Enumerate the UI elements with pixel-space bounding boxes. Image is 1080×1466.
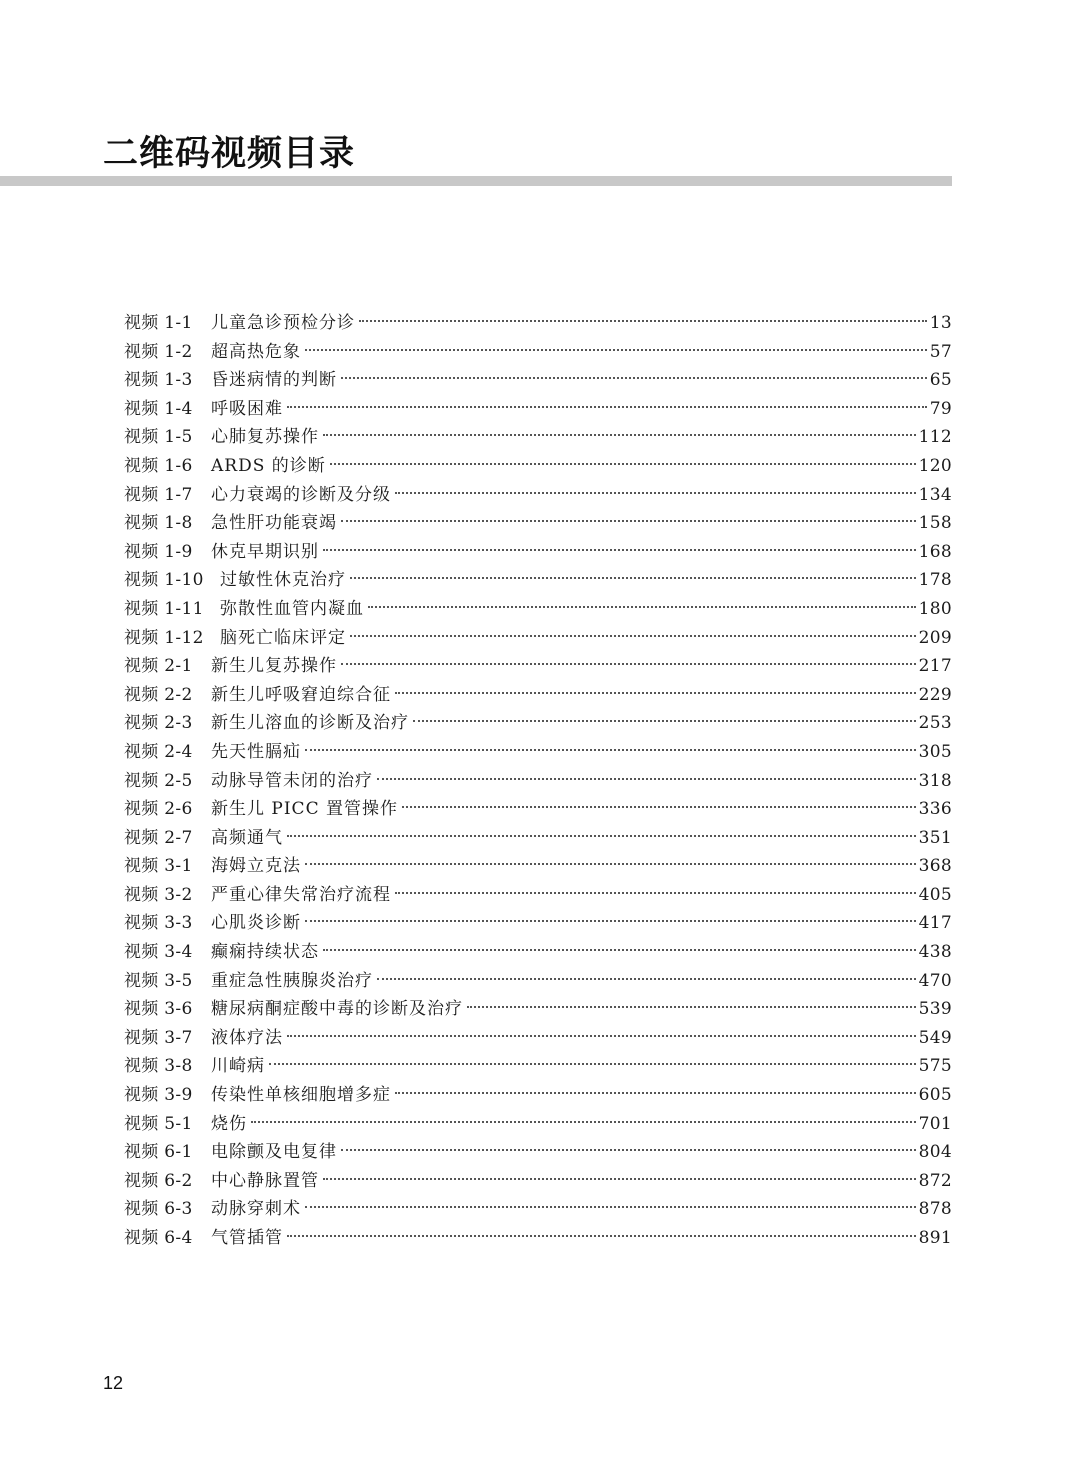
toc-entry-page: 368 bbox=[918, 856, 952, 877]
toc-entry[interactable] bbox=[124, 595, 952, 624]
toc-entry-title: 新生儿溶血的诊断及治疗 bbox=[211, 713, 409, 734]
toc-entry[interactable] bbox=[124, 852, 952, 881]
toc-entry[interactable] bbox=[124, 1024, 952, 1053]
toc-entry-title: 川崎病 bbox=[211, 1056, 265, 1077]
toc-entry-page: 405 bbox=[918, 884, 952, 905]
toc-entry-code: 视频 1-3 bbox=[124, 370, 193, 391]
toc-entry[interactable] bbox=[124, 795, 952, 824]
toc-entry-title: 昏迷病情的判断 bbox=[211, 370, 337, 391]
toc-entry-title: ARDS 的诊断 bbox=[211, 455, 326, 476]
toc-entry[interactable] bbox=[124, 767, 952, 796]
toc-entry[interactable] bbox=[124, 967, 952, 996]
toc-entry-page: 178 bbox=[918, 570, 952, 591]
toc-entry[interactable] bbox=[124, 452, 952, 481]
toc-entry-code: 视频 3-6 bbox=[124, 999, 193, 1020]
toc-entry-page: 65 bbox=[929, 370, 952, 391]
toc-entry-code: 视频 3-1 bbox=[124, 856, 193, 877]
toc-dot-leader bbox=[341, 377, 927, 379]
toc-dot-leader bbox=[287, 406, 927, 408]
toc-entry[interactable] bbox=[124, 366, 952, 395]
toc-entry-page: 13 bbox=[929, 313, 952, 333]
toc-entry-title: 心肌炎诊断 bbox=[211, 913, 301, 934]
toc-dot-leader bbox=[341, 663, 916, 665]
toc-entry-page: 209 bbox=[918, 627, 952, 648]
page-number: 12 bbox=[103, 1373, 124, 1393]
toc-entry[interactable] bbox=[124, 338, 952, 367]
toc-dot-leader bbox=[395, 492, 916, 494]
toc-entry-code: 视频 1-1 bbox=[124, 313, 193, 333]
toc-entry-title: 过敏性休克治疗 bbox=[220, 570, 346, 591]
toc-dot-leader bbox=[350, 577, 916, 579]
toc-entry-code: 视频 2-2 bbox=[124, 684, 193, 705]
toc-entry-code: 视频 3-9 bbox=[124, 1085, 193, 1106]
toc-entry[interactable] bbox=[124, 423, 952, 452]
toc-entry-code: 视频 1-8 bbox=[124, 513, 193, 534]
toc-entry-page: 417 bbox=[918, 913, 952, 934]
toc-entry-code: 视频 3-2 bbox=[124, 884, 193, 905]
toc-dot-leader bbox=[377, 778, 916, 780]
toc-entry-code: 视频 6-1 bbox=[124, 1142, 193, 1163]
toc-entry[interactable] bbox=[124, 1138, 952, 1167]
toc-entry-page: 549 bbox=[918, 1027, 952, 1048]
toc-entry[interactable] bbox=[124, 709, 952, 738]
toc-entry[interactable] bbox=[124, 738, 952, 767]
toc-entry-title: 急性肝功能衰竭 bbox=[211, 513, 337, 534]
toc-entry-code: 视频 1-6 bbox=[124, 455, 193, 476]
toc-entry-title: 先天性膈疝 bbox=[211, 741, 301, 762]
toc-entry[interactable] bbox=[124, 938, 952, 967]
toc-dot-leader bbox=[341, 520, 916, 522]
toc-entry[interactable] bbox=[124, 481, 952, 510]
toc-entry-page: 336 bbox=[918, 799, 952, 820]
toc-entry-page: 229 bbox=[918, 684, 952, 705]
toc-entry[interactable] bbox=[124, 995, 952, 1024]
toc-entry-code: 视频 2-7 bbox=[124, 827, 193, 848]
toc-entry-page: 305 bbox=[918, 741, 952, 762]
toc-entry-code: 视频 6-4 bbox=[124, 1228, 193, 1248]
toc-dot-leader bbox=[287, 1235, 916, 1237]
toc-entry-page: 79 bbox=[929, 398, 952, 419]
toc-entry[interactable] bbox=[124, 1224, 952, 1253]
toc-entry[interactable] bbox=[124, 309, 952, 338]
toc-entry[interactable] bbox=[124, 1195, 952, 1224]
toc-dot-leader bbox=[467, 1006, 916, 1008]
toc-entry-page: 470 bbox=[918, 970, 952, 991]
toc-entry-title: 新生儿 PICC 置管操作 bbox=[211, 799, 398, 820]
toc-entry[interactable] bbox=[124, 566, 952, 595]
toc-entry-page: 804 bbox=[918, 1142, 952, 1163]
toc-entry[interactable] bbox=[124, 624, 952, 653]
toc-entry-code: 视频 6-3 bbox=[124, 1199, 193, 1220]
toc-entry-page: 575 bbox=[918, 1056, 952, 1077]
toc-entry-title: 中心静脉置管 bbox=[211, 1170, 319, 1191]
toc-dot-leader bbox=[330, 463, 916, 465]
toc-dot-leader bbox=[395, 692, 916, 694]
toc-entry-code: 视频 5-1 bbox=[124, 1113, 193, 1134]
toc-entry-title: 重症急性胰腺炎治疗 bbox=[211, 970, 373, 991]
toc-dot-leader bbox=[323, 434, 916, 436]
toc-entry-title: 心肺复苏操作 bbox=[211, 427, 319, 448]
toc-entry-code: 视频 1-5 bbox=[124, 427, 193, 448]
toc-entry-page: 878 bbox=[918, 1199, 952, 1220]
toc-entry-page: 539 bbox=[918, 999, 952, 1020]
toc-entry-code: 视频 2-5 bbox=[124, 770, 193, 791]
toc-entry-page: 112 bbox=[918, 427, 952, 448]
toc-entry-title: 新生儿复苏操作 bbox=[211, 656, 337, 677]
toc-entry-code: 视频 2-4 bbox=[124, 741, 193, 762]
toc-dot-leader bbox=[305, 1206, 916, 1208]
toc-dot-leader bbox=[305, 349, 927, 351]
toc-dot-leader bbox=[341, 1149, 916, 1151]
toc-entry[interactable] bbox=[124, 681, 952, 710]
toc-entry-code: 视频 3-7 bbox=[124, 1027, 193, 1048]
toc-entry-title: 超高热危象 bbox=[211, 341, 301, 362]
toc-dot-leader bbox=[377, 978, 916, 980]
toc-entry-title: 动脉穿刺术 bbox=[211, 1199, 301, 1220]
toc-entry-page: 168 bbox=[918, 541, 952, 562]
toc-entry-page: 180 bbox=[918, 598, 952, 619]
toc-entry[interactable] bbox=[124, 1052, 952, 1081]
toc-entry-page: 701 bbox=[918, 1113, 952, 1134]
page-title: 二维码视频目录 bbox=[103, 134, 356, 174]
toc-entry-code: 视频 3-4 bbox=[124, 942, 193, 963]
toc-entry-page: 351 bbox=[918, 827, 952, 848]
toc-entry-title: 弥散性血管内凝血 bbox=[220, 598, 364, 619]
toc-dot-leader bbox=[287, 1035, 916, 1037]
toc-entry-code: 视频 1-11 bbox=[124, 598, 204, 619]
toc-entry-page: 872 bbox=[918, 1170, 952, 1191]
toc-entry-page: 438 bbox=[918, 942, 952, 963]
toc-entry-title: 烧伤 bbox=[211, 1113, 247, 1134]
toc-entry[interactable] bbox=[124, 909, 952, 938]
toc-entry-title: 气管插管 bbox=[211, 1228, 283, 1248]
video-toc-list bbox=[124, 309, 952, 1253]
toc-entry-page: 605 bbox=[918, 1085, 952, 1106]
toc-dot-leader bbox=[287, 835, 916, 837]
toc-dot-leader bbox=[359, 320, 927, 322]
toc-entry-title: 脑死亡临床评定 bbox=[220, 627, 346, 648]
toc-entry-title: 儿童急诊预检分诊 bbox=[211, 313, 355, 333]
toc-entry-code: 视频 1-9 bbox=[124, 541, 193, 562]
toc-entry-title: 新生儿呼吸窘迫综合征 bbox=[211, 684, 391, 705]
toc-entry-code: 视频 1-7 bbox=[124, 484, 193, 505]
toc-entry[interactable] bbox=[124, 1167, 952, 1196]
toc-entry[interactable] bbox=[124, 1081, 952, 1110]
toc-entry-title: 糖尿病酮症酸中毒的诊断及治疗 bbox=[211, 999, 463, 1020]
toc-entry-page: 120 bbox=[918, 455, 952, 476]
toc-entry-code: 视频 1-4 bbox=[124, 398, 193, 419]
toc-entry-page: 318 bbox=[918, 770, 952, 791]
toc-dot-leader bbox=[395, 892, 916, 894]
toc-entry-page: 253 bbox=[918, 713, 952, 734]
toc-entry[interactable] bbox=[124, 538, 952, 567]
toc-dot-leader bbox=[305, 920, 916, 922]
toc-dot-leader bbox=[323, 1178, 916, 1180]
toc-entry-code: 视频 6-2 bbox=[124, 1170, 193, 1191]
toc-entry-code: 视频 1-10 bbox=[124, 570, 204, 591]
toc-entry-title: 休克早期识别 bbox=[211, 541, 319, 562]
toc-entry-code: 视频 1-2 bbox=[124, 341, 193, 362]
toc-entry-code: 视频 2-6 bbox=[124, 799, 193, 820]
toc-entry-code: 视频 2-3 bbox=[124, 713, 193, 734]
toc-entry-title: 液体疗法 bbox=[211, 1027, 283, 1048]
toc-entry-page: 891 bbox=[918, 1228, 952, 1248]
toc-entry[interactable] bbox=[124, 509, 952, 538]
toc-dot-leader bbox=[269, 1063, 916, 1065]
toc-entry-page: 217 bbox=[918, 656, 952, 677]
toc-dot-leader bbox=[305, 749, 916, 751]
toc-entry-page: 134 bbox=[918, 484, 952, 505]
toc-entry-code: 视频 3-8 bbox=[124, 1056, 193, 1077]
toc-dot-leader bbox=[323, 549, 916, 551]
toc-dot-leader bbox=[251, 1121, 916, 1123]
toc-dot-leader bbox=[413, 720, 916, 722]
toc-entry-title: 传染性单核细胞增多症 bbox=[211, 1085, 391, 1106]
toc-entry-title: 严重心律失常治疗流程 bbox=[211, 884, 391, 905]
toc-entry-title: 高频通气 bbox=[211, 827, 283, 848]
toc-entry[interactable] bbox=[124, 881, 952, 910]
toc-entry-title: 动脉导管未闭的治疗 bbox=[211, 770, 373, 791]
toc-entry-code: 视频 1-12 bbox=[124, 627, 204, 648]
toc-dot-leader bbox=[350, 635, 916, 637]
toc-dot-leader bbox=[395, 1092, 916, 1094]
toc-entry-code: 视频 3-5 bbox=[124, 970, 193, 991]
toc-entry-title: 海姆立克法 bbox=[211, 856, 301, 877]
toc-entry-title: 呼吸困难 bbox=[211, 398, 283, 419]
toc-entry-title: 电除颤及电复律 bbox=[211, 1142, 337, 1163]
toc-entry-code: 视频 2-1 bbox=[124, 656, 193, 677]
toc-entry-page: 57 bbox=[929, 341, 952, 362]
toc-dot-leader bbox=[402, 806, 916, 808]
toc-entry-code: 视频 3-3 bbox=[124, 913, 193, 934]
toc-entry-page: 158 bbox=[918, 513, 952, 534]
toc-dot-leader bbox=[305, 863, 916, 865]
toc-entry-title: 癫痫持续状态 bbox=[211, 942, 319, 963]
toc-entry[interactable] bbox=[124, 824, 952, 853]
toc-entry[interactable] bbox=[124, 1110, 952, 1139]
toc-dot-leader bbox=[323, 949, 916, 951]
toc-entry[interactable] bbox=[124, 652, 952, 681]
title-underline-rule bbox=[0, 176, 952, 186]
toc-dot-leader bbox=[368, 606, 916, 608]
toc-entry[interactable] bbox=[124, 395, 952, 424]
toc-entry-title: 心力衰竭的诊断及分级 bbox=[211, 484, 391, 505]
